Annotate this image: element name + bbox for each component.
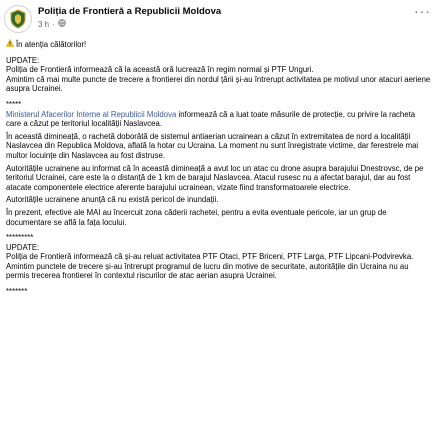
update1-line-1: Poliția de Frontieră informează că la această oră lucrează în regim normal și PTF Unguri. <box>6 65 314 75</box>
update2-line-2: Amintim punctele de trecere și-au întrerupt programul de lucru din motive de securitate, autoritățile din Ucraina nu au permis trecerea frontierei în contextul riscurilor de atac aerian asupra Ucrainei. <box>6 261 409 281</box>
post-body <box>4 39 431 297</box>
update1-line-2: Amintim că mai multe puncte de trecere a frontierei din nordul țării și-au întrerupt activitatea pe motivul unor atacuri aeriene asupra Ucrainei. <box>6 74 431 94</box>
post-title: În atenția călătorilor! <box>16 40 87 49</box>
globe-icon <box>58 19 66 30</box>
ministry-link[interactable]: Ministerul Afacerilor Interne al Republicii Moldova <box>6 109 177 119</box>
separator-1: ***** <box>6 99 22 109</box>
update-label-2: UPDATE: <box>6 242 40 252</box>
paragraph-rocket: În această dimineață, o rachetă doborâtă de sistemul antiaerian ucrainean a căzut în extremitatea de nord a localității Naslavcea din Republica Moldova, aflată la hotar cu Ucraina. La moment nu sunt înregistrate victime, dar ferestrele mai multor locuințe din Naslavcea au fost distruse. <box>6 131 419 160</box>
paragraph-no-flood: Autoritățile ucrainene anunță că nu există pericol de inundații. <box>6 195 219 205</box>
separator-2: ********* <box>6 233 34 243</box>
ministry-text: informează că a luat toate măsurile de protecție, cu privire la racheta care a căzut pe teritoriul localității Naslavcea. <box>6 109 416 129</box>
post-header <box>4 5 431 39</box>
meta-separator: · <box>52 20 55 29</box>
update-label-1: UPDATE: <box>6 55 40 65</box>
page-name-link[interactable]: Poliția de Frontieră a Republicii Moldova <box>38 6 222 17</box>
more-options-button[interactable]: ··· <box>414 3 431 19</box>
warning-icon <box>6 39 14 50</box>
post-timestamp[interactable]: 3 h <box>38 20 50 29</box>
border-police-emblem-icon[interactable] <box>4 5 32 33</box>
separator-3: ******* <box>6 287 28 297</box>
paragraph-drone-attack: Autoritățile ucrainene au informat că în această dimineață a avut loc un atac cu drone asupra barajului Dnestrovsc, de pe teritoriul Ucrainei, care este la o distanță de 1 km de barajul Naslavcea. Atacul rusesc nu a afectat barajul, dar au fost atacate componentele electrice aferente barajului ucrainean, vizate fiind transformatoarele electrice. <box>6 163 424 192</box>
paragraph-mai: În prezent, efective ale MAI au încercuit zona căderii rachetei, pentru a evita eventuale pericole, iar un grup de documentare se află la fața locului. <box>6 207 387 227</box>
update2-line-1: Poliția de Frontieră informează că și-au reluat activitatea PTF Otaci, PTF Briceni, PTF Larga, PTF Lipcani-Podvirevka. <box>6 252 414 262</box>
